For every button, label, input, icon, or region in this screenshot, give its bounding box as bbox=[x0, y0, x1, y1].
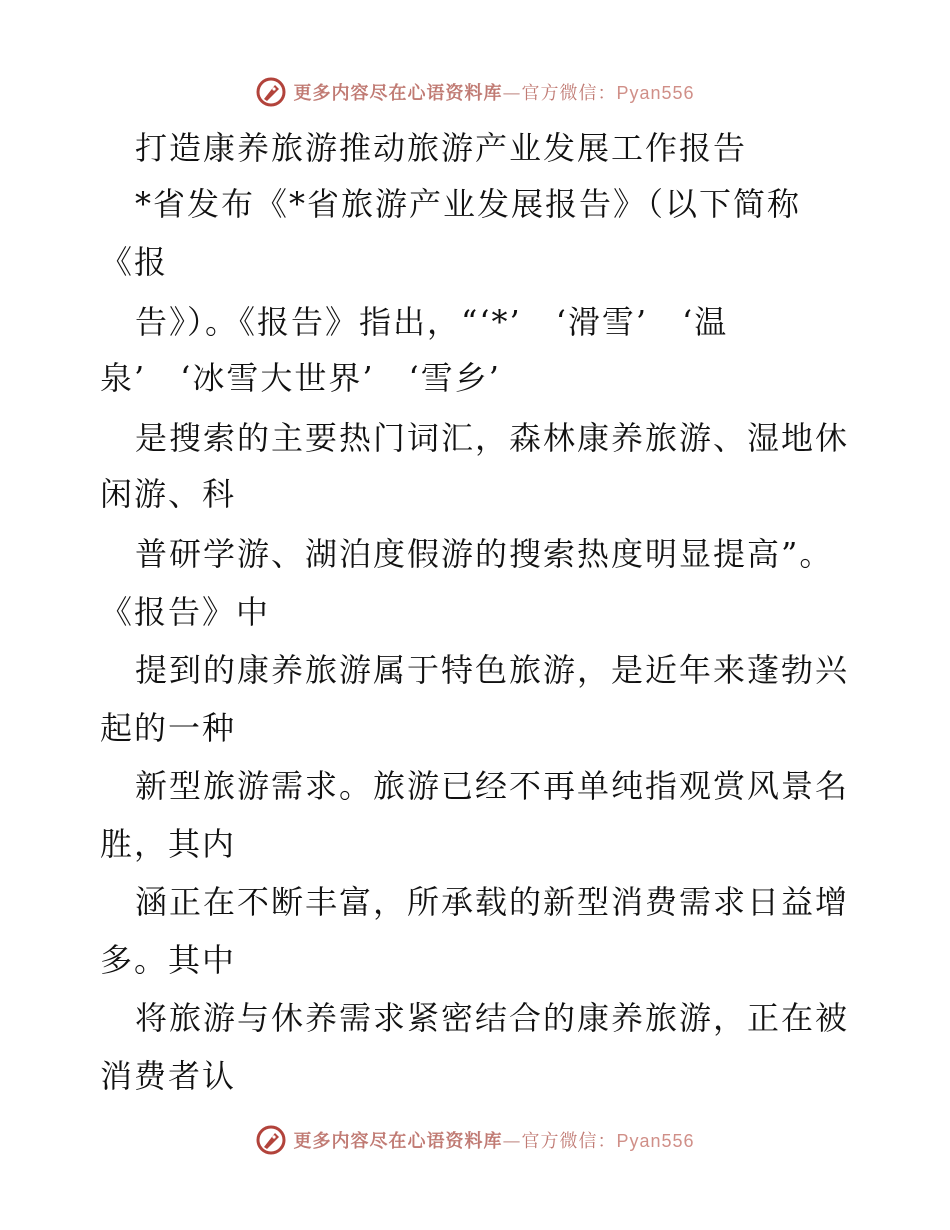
banner-wechat-id: Pyan556 bbox=[616, 83, 695, 103]
text-line: 涵正在不断丰富，所承载的新型消费需求日益增 bbox=[135, 883, 850, 921]
text-line: 消费者认 bbox=[100, 1057, 237, 1095]
text-line: 告》）。《报告》指出，“‘*’ ‘滑雪’ ‘温 bbox=[135, 303, 729, 341]
banner-wechat-id: Pyan556 bbox=[616, 1131, 695, 1151]
text-line: 泉’ ‘冰雪大世界’ ‘雪乡’ bbox=[100, 359, 501, 397]
text-line: *省发布《*省旅游产业发展报告》（以下简称 bbox=[135, 185, 802, 223]
banner-main-text: 更多内容尽在心语资料库 bbox=[293, 1131, 503, 1152]
text-line: 是搜索的主要热门词汇，森林康养旅游、湿地休 bbox=[135, 419, 850, 457]
header-banner bbox=[0, 72, 950, 112]
text-line: 《报告》中 bbox=[100, 593, 271, 631]
banner-wechat-label: 官方微信： bbox=[521, 1131, 617, 1152]
banner-main-text: 更多内容尽在心语资料库 bbox=[293, 83, 503, 104]
banner-separator: — bbox=[502, 1131, 522, 1152]
text-line: 新型旅游需求。旅游已经不再单纯指观赏风景名 bbox=[135, 767, 850, 805]
text-line: 多。其中 bbox=[100, 941, 237, 979]
document-title: 打造康养旅游推动旅游产业发展工作报告 bbox=[135, 129, 748, 167]
text-line: 普研学游、湖泊度假游的搜索热度明显提高”。 bbox=[135, 535, 834, 573]
banner-separator: — bbox=[502, 83, 522, 104]
text-line: 闲游、科 bbox=[100, 475, 237, 513]
pen-nib-logo-icon bbox=[255, 76, 287, 108]
text-line: 将旅游与休养需求紧密结合的康养旅游，正在被 bbox=[135, 999, 850, 1037]
text-line: 提到的康养旅游属于特色旅游，是近年来蓬勃兴 bbox=[135, 651, 850, 689]
text-line: 《报 bbox=[100, 243, 169, 281]
footer-banner bbox=[0, 1120, 950, 1160]
text-line: 胜，其内 bbox=[100, 825, 237, 863]
banner-wechat-label: 官方微信： bbox=[521, 83, 617, 104]
pen-nib-logo-icon bbox=[255, 1124, 287, 1156]
text-line: 起的一种 bbox=[100, 709, 237, 747]
